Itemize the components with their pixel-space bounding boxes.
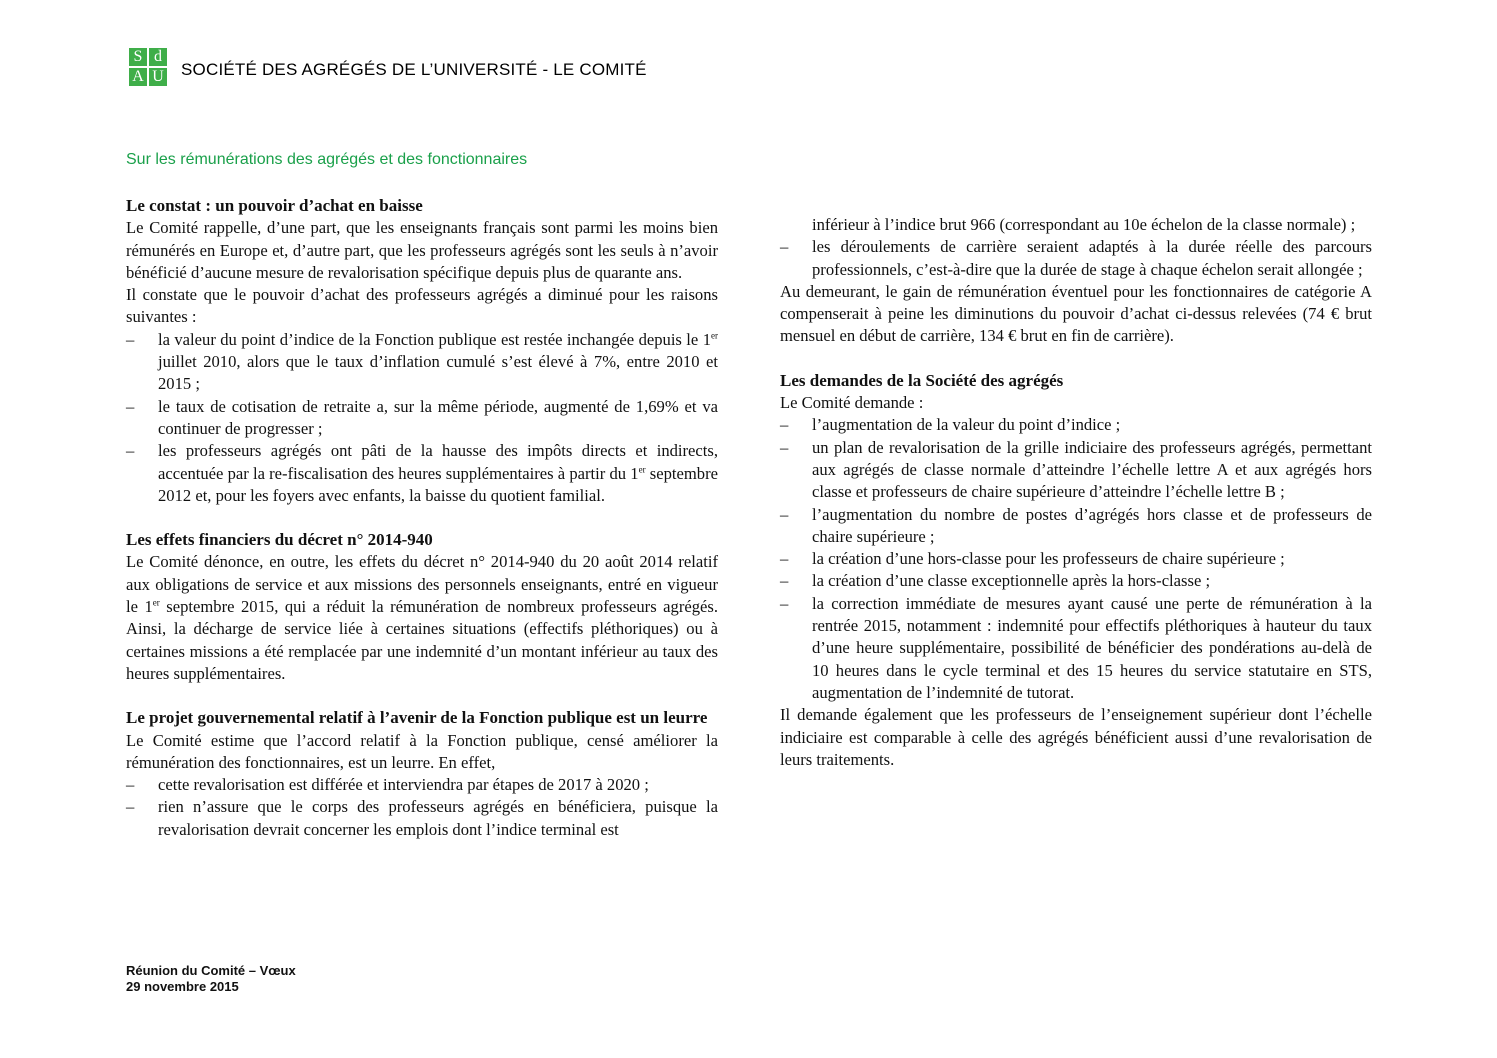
paragraph: Le Comité demande : [780,393,924,413]
reasons-list [126,329,718,507]
section-heading-constat: Le constat : un pouvoir d’achat en baisse [126,196,423,215]
logo-letter: A [129,68,147,86]
left-column [126,195,718,841]
paragraph: Il constate que le pouvoir d’achat des professeurs agrégés a diminué pour les raisons suivantes : [126,285,718,327]
demandes-list [780,414,1372,704]
list-item: – cette revalorisation est différée et interviendra par étapes de 2017 à 2020 ; [126,774,718,796]
paragraph: Le Comité rappelle, d’une part, que les enseignants français sont parmi les moins bien rémunérés en Europe et, d’autre part, que les professeurs agrégés sont les seuls à n’avoir bénéficié d’aucune mesure de revalorisation spécifique depuis plus de quarante ans. [126,218,718,282]
list-item: – la création d’une hors-classe pour les professeurs de chaire supérieure ; [780,548,1372,570]
paragraph: Au demeurant, le gain de rémunération éventuel pour les fonctionnaires de catégorie A compenserait à peine les diminutions du pouvoir d’achat ci-dessus relevées (74 € brut mensuel en début de carrière, 134 € brut en fin de carrière). [780,281,1372,346]
list-item: – la valeur du point d’indice de la Fonction publique est restée inchangée depuis le 1er juillet 2010, alors que le taux d’inflation cumulé s’est élevé à 7%, entre 2010 et 2015 ; [126,329,718,396]
section-heading-demandes: Les demandes de la Société des agrégés [780,370,1064,390]
list-item: – un plan de revalorisation de la grille indiciaire des professeurs agrégés, permettant aux agrégés de classe normale d’atteindre l’échelle lettre A et aux agrégés hors classe et professeurs de chaire supérieure d’atteindre l’échelle lettre B ; [780,437,1372,504]
right-column [780,214,1372,771]
paragraph: Le Comité estime que l’accord relatif à la Fonction publique, censé améliorer la rémunération des fonctionnaires, est un leurre. En effet, [126,730,718,772]
list-item: – le taux de cotisation de retraite a, sur la même période, augmenté de 1,69% et va continuer de progresser ; [126,396,718,441]
footer-meeting: Réunion du Comité – Vœux [126,963,296,978]
paragraph: Il demande également que les professeurs de l’enseignement supérieur dont l’échelle indiciaire est comparable à celle des agrégés bénéficient aussi d’une revalorisation de leurs traitements. [780,705,1372,769]
logo-letter: d [149,48,167,66]
list-item: – la correction immédiate de mesures ayant causé une perte de rémunération à la rentrée 2015, notamment : indemnité pour effectifs pléthoriques à hauteur du taux d’une heure supplémentaire, possibilité de bénéficier des pondérations au-delà de 10 heures dans le cycle terminal et des 15 heures du service statutaire en STS, augmentation de l’indemnité de tutorat. [780,593,1372,704]
logo-letter: U [149,68,167,86]
list-item: inférieur à l’indice brut 966 (correspondant au 10e échelon de la classe normale) ; [812,215,1356,234]
document-title: Sur les rémunérations des agrégés et des fonctionnaires [126,151,528,168]
section-heading-decret: Les effets financiers du décret n° 2014-940 [126,530,433,550]
sdau-logo [129,48,167,86]
list-item: – les professeurs agrégés ont pâti de la hausse des impôts directs et indirects, accentuée par la re-fiscalisation des heures supplémentaires à partir du 1er septembre 2012 et, pour les foyers avec enfants, la baisse du quotient familial. [126,440,718,507]
footer-date: 29 novembre 2015 [126,979,239,994]
list-item: – rien n’assure que le corps des professeurs agrégés en bénéficiera, puisque la revalorisation devrait concerner les emplois dont l’indice terminal est [126,796,718,841]
paragraph: Le Comité dénonce, en outre, les effets du décret n° 2014-940 du 20 août 2014 relatif aux obligations de service et aux missions des personnels enseignants, entré en vigueur le 1er septembre 2015, qui a réduit la rémunération de nombreux professeurs agrégés. Ainsi, la décharge de service liée à certaines situations (effectifs pléthoriques) ou à certaines missions a été remplacée par une indemnité d’un montant inférieur au taux des heures supplémentaires. [126,552,719,683]
projet-list [126,774,718,841]
list-item: – la création d’une classe exceptionnelle après la hors-classe ; [780,570,1372,592]
page-footer [126,963,296,995]
list-item: – les déroulements de carrière seraient adaptés à la durée réelle des parcours professionnels, c’est-à-dire que la durée de stage à chaque échelon serait allongée ; [780,236,1372,281]
list-item: – l’augmentation du nombre de postes d’agrégés hors classe et de professeurs de chaire supérieure ; [780,504,1372,549]
section-heading-projet: Le projet gouvernemental relatif à l’avenir de la Fonction publique est un leurre [126,708,708,728]
projet-list-continued [780,214,1372,281]
page-header [129,48,647,86]
list-item: – l’augmentation de la valeur du point d’indice ; [780,414,1372,436]
organization-title: SOCIÉTÉ DES AGRÉGÉS DE L’UNIVERSITÉ - LE COMITÉ [181,60,647,79]
logo-letter: S [129,48,147,66]
